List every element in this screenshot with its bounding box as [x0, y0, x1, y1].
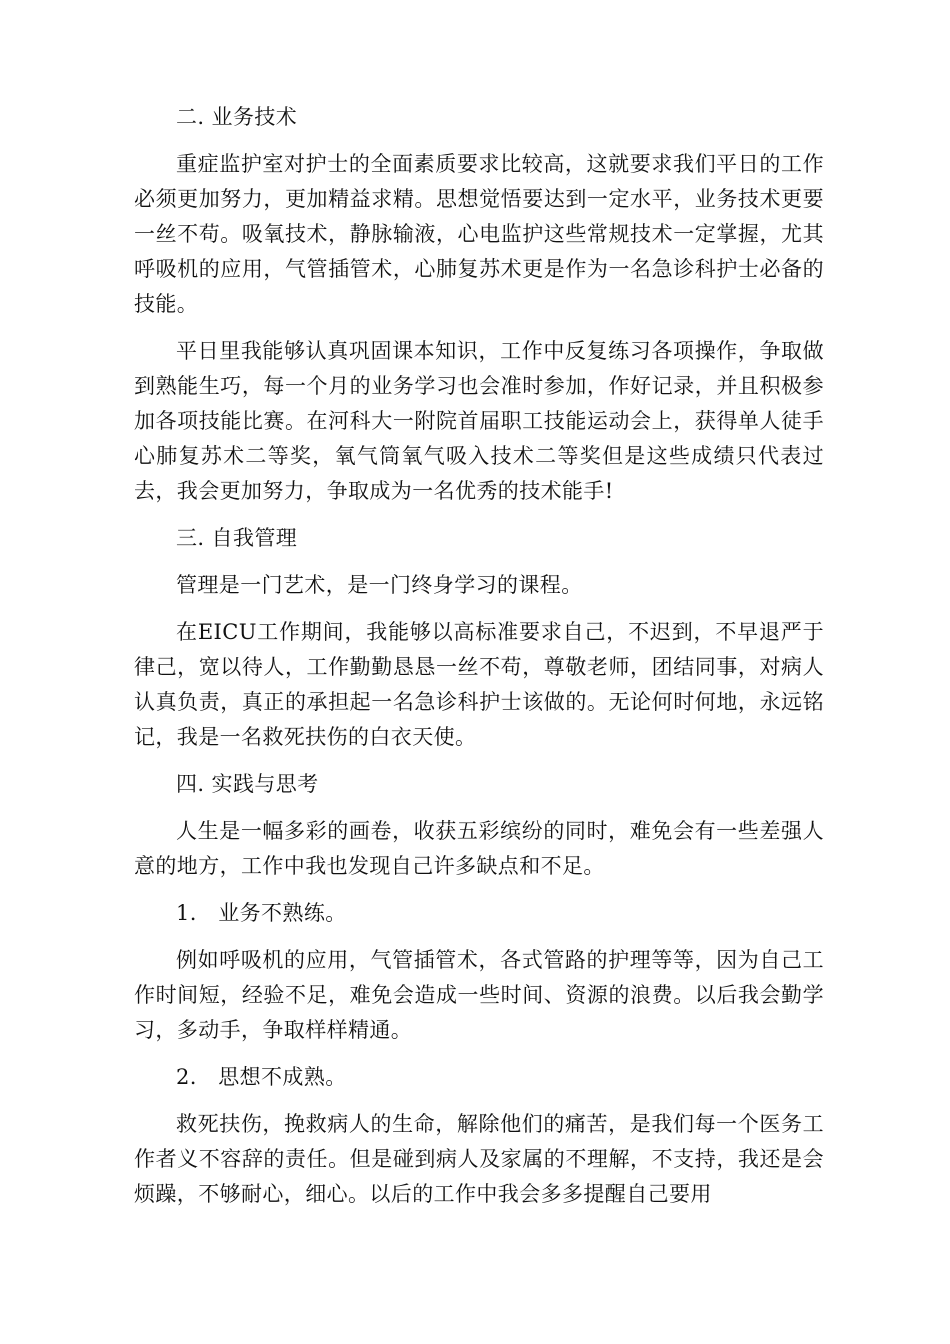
section-heading-business-skills: 二. 业务技术	[176, 105, 298, 129]
paragraph-ventilator-example: 例如呼吸机的应用，气管插管术，各式管路的护理等等，因为自己工作时间短，经验不足，难免会造成一些时间、资源的浪费。以后我会勤学习，多动手，争取样样精通。	[134, 948, 824, 1042]
paragraph-icu-requirements: 重症监护室对护士的全面素质要求比较高，这就要求我们平日的工作必须更加努力，更加精益求精。思想觉悟要达到一定水平，业务技术更要一丝不苟。吸氧技术，静脉输液，心电监护这些常规技术一定掌握，尤其呼吸机的应用，气管插管术，心肺复苏术更是作为一名急诊科护士必备的技能。	[134, 152, 824, 316]
paragraph-life-picture: 人生是一幅多彩的画卷，收获五彩缤纷的同时，难免会有一些差强人意的地方，工作中我也发现自己许多缺点和不足。	[134, 819, 824, 878]
subheading-unskilled: 1. 业务不熟练。	[176, 901, 347, 925]
section-heading-practice-reflection: 四. 实践与思考	[176, 772, 319, 796]
subheading-immature-thinking: 2. 思想不成熟。	[176, 1065, 347, 1089]
section-heading-self-management: 三. 自我管理	[176, 526, 298, 550]
paragraph-management-art: 管理是一门艺术，是一门终身学习的课程。	[176, 573, 583, 597]
paragraph-eicu-work: 在EICU工作期间，我能够以高标准要求自己，不迟到，不早退严于律己，宽以待人，工作勤勤恳恳一丝不苟，尊敬老师，团结同事，对病人认真负责，真正的承担起一名急诊科护士该做的。无论何时何地，永远铭记，我是一名救死扶伤的白衣天使。	[134, 620, 824, 749]
paragraph-skill-practice: 平日里我能够认真巩固课本知识，工作中反复练习各项操作，争取做到熟能生巧，每一个月的业务学习也会准时参加，作好记录，并且积极参加各项技能比赛。在河科大一附院首届职工技能运动会上，获得单人徒手心肺复苏术二等奖，氧气筒氧气吸入技术二等奖但是这些成绩只代表过去，我会更加努力，争取成为一名优秀的技术能手!	[134, 339, 824, 503]
document-body	[134, 100, 824, 1224]
paragraph-saving-lives: 救死扶伤，挽救病人的生命，解除他们的痛苦，是我们每一个医务工作者义不容辞的责任。但是碰到病人及家属的不理解，不支持，我还是会烦躁，不够耐心，细心。以后的工作中我会多多提醒自己要用	[134, 1112, 824, 1206]
